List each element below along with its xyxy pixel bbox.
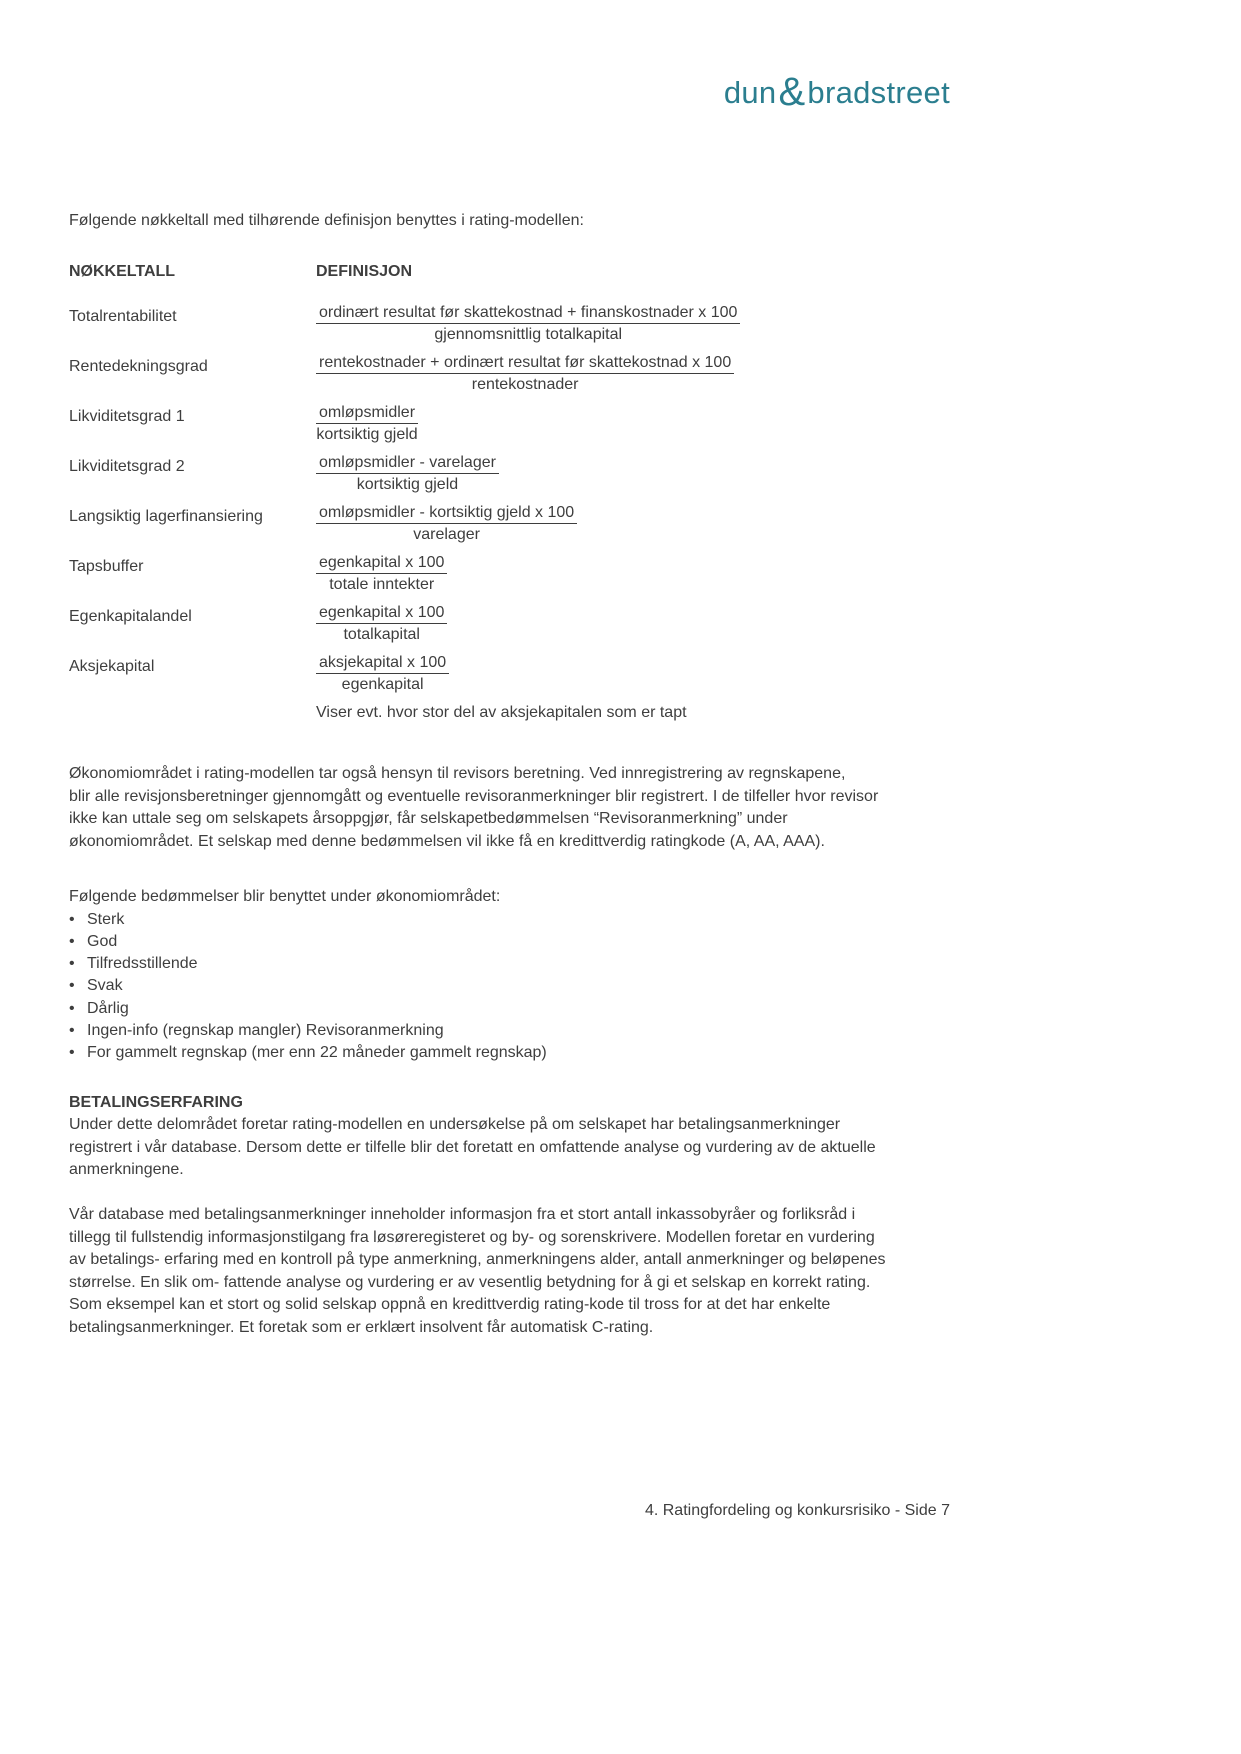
- definition-fraction: [316, 553, 447, 594]
- key-figure-label: Likviditetsgrad 1: [69, 408, 185, 425]
- definition-cell: [316, 303, 740, 344]
- paragraph-line: Som eksempel kan et stort og solid selskap oppnå en kredittverdig rating-kode til tross for at det har enkelte: [69, 1296, 831, 1314]
- paragraph-line: tillegg til fullstendig informasjonstilgang fra løsøreregisteret og by- og sorenskrivere. Modellen foretar en vurdering: [69, 1228, 875, 1246]
- key-figure-label: Totalrentabilitet: [69, 308, 177, 325]
- fraction-numerator: omløpsmidler: [316, 403, 418, 424]
- fraction-numerator: aksjekapital x 100: [316, 653, 449, 674]
- definition-fraction: [316, 353, 734, 394]
- fraction-denominator: kortsiktig gjeld: [316, 426, 418, 443]
- definition-fraction: [316, 503, 577, 544]
- fraction-numerator: egenkapital x 100: [316, 553, 447, 574]
- definition-fraction: [316, 603, 447, 644]
- definition-cell: [316, 453, 499, 494]
- logo-text-bradstreet: bradstreet: [807, 75, 950, 110]
- assessment-item: • Svak: [69, 975, 950, 997]
- paragraph-line: Økonomiområdet i rating-modellen tar også hensyn til revisors beretning. Ved innregistrering av regnskapene,: [69, 765, 846, 782]
- assessment-item: • Ingen-info (regnskap mangler) Revisoranmerkning: [69, 1020, 950, 1042]
- definition-cell: [316, 353, 734, 394]
- key-figure-label: Aksjekapital: [69, 658, 155, 675]
- key-figure-label: Rentedekningsgrad: [69, 358, 208, 375]
- definition-cell: [316, 653, 449, 694]
- paragraph-line: Vår database med betalingsanmerkninger inneholder informasjon fra et stort antall inkassobyråer og forliksråd i: [69, 1206, 856, 1224]
- paragraph-line: av betalings- erfaring med en kontroll på type anmerkning, anmerkningens alder, antall anmerkninger og beløpenes: [69, 1251, 886, 1269]
- key-figure-label: Tapsbuffer: [69, 558, 144, 575]
- paragraph-line: blir alle revisjonsberetninger gjennomgått og eventuelle revisoranmerkninger blir registrert. I de tilfeller hvor revisor: [69, 787, 879, 805]
- paragraph-payment-1: [69, 1114, 950, 1182]
- key-figure-label: Egenkapitalandel: [69, 608, 192, 625]
- table-row: [69, 653, 950, 694]
- paragraph-line: Under dette delområdet foretar rating-modellen en undersøkelse på om selskapet har betalingsanmerkninger: [69, 1116, 841, 1134]
- assessment-item: • God: [69, 931, 950, 953]
- paragraph-payment-2: [69, 1204, 950, 1339]
- paragraph-line: registrert i vår database. Dersom dette er tilfelle blir det foretatt en omfattende analyse og vurdering av de aktuelle: [69, 1138, 876, 1156]
- definition-cell: [316, 603, 447, 644]
- key-figures-table: [69, 263, 950, 722]
- key-figure-label: Langsiktig lagerfinansiering: [69, 508, 263, 525]
- table-note-row: [69, 703, 950, 722]
- fraction-denominator: varelager: [413, 526, 480, 543]
- table-row: [69, 503, 950, 544]
- definition-cell: [316, 503, 577, 544]
- assessments-intro: Følgende bedømmelser blir benyttet under økonomiområdet:: [69, 888, 501, 905]
- fraction-numerator: omløpsmidler - varelager: [316, 453, 499, 474]
- fraction-numerator: ordinært resultat før skattekostnad + finanskostnader x 100: [316, 303, 740, 324]
- definition-fraction: [316, 653, 449, 694]
- fraction-denominator: kortsiktig gjeld: [356, 476, 459, 493]
- definition-cell: [316, 553, 447, 594]
- definition-fraction: [316, 453, 499, 494]
- fraction-denominator: gjennomsnittlig totalkapital: [434, 326, 623, 343]
- fraction-denominator: rentekostnader: [471, 376, 579, 393]
- logo-ampersand-icon: &: [778, 70, 806, 114]
- fraction-denominator: totalkapital: [343, 626, 420, 643]
- fraction-numerator: egenkapital x 100: [316, 603, 447, 624]
- page-footer: 4. Ratingfordeling og konkursrisiko - Side 7: [644, 1502, 950, 1519]
- fraction-numerator: omløpsmidler - kortsiktig gjeld x 100: [316, 503, 577, 524]
- column-header-definisjon: DEFINISJON: [316, 263, 413, 280]
- paragraph-line: anmerkningene.: [69, 1161, 184, 1179]
- assessment-item: • Tilfredsstillende: [69, 953, 950, 975]
- fraction-denominator: totale inntekter: [329, 576, 435, 593]
- definition-cell: [316, 403, 418, 444]
- assessment-item: • Dårlig: [69, 998, 950, 1020]
- definition-fraction: [316, 303, 740, 344]
- paragraph-line: størrelse. En slik om- fattende analyse og vurdering er av vesentlig betydning for å gi et selskap en korrekt rating.: [69, 1273, 871, 1291]
- paragraph-line: økonomiområdet. Et selskap med denne bedømmelsen vil ikke få en kredittverdig ratingkode (A, AA, AAA).: [69, 832, 825, 850]
- table-row: [69, 453, 950, 494]
- dun-bradstreet-logo: [69, 70, 950, 113]
- fraction-denominator: egenkapital: [341, 676, 424, 693]
- table-row: [69, 353, 950, 394]
- assessments-list: [69, 909, 950, 1065]
- assessment-item: • Sterk: [69, 909, 950, 931]
- paragraph-line: ikke kan uttale seg om selskapets årsoppgjør, får selskapetbedømmelsen “Revisoranmerkning” under: [69, 810, 788, 827]
- paragraph-economy: [69, 763, 950, 853]
- table-note-spacer: [69, 703, 316, 722]
- column-header-nokkeltall: NØKKELTALL: [69, 263, 176, 280]
- table-row: [69, 403, 950, 444]
- table-rows: [69, 303, 950, 694]
- key-figure-label: Likviditetsgrad 2: [69, 458, 185, 475]
- assessment-item: • For gammelt regnskap (mer enn 22 måneder gammelt regnskap): [69, 1042, 950, 1064]
- intro-text: Følgende nøkkeltall med tilhørende definisjon benyttes i rating-modellen:: [69, 212, 584, 229]
- fraction-numerator: rentekostnader + ordinært resultat før skattekostnad x 100: [316, 353, 734, 374]
- logo-text-dun: dun: [723, 75, 777, 110]
- table-row: [69, 553, 950, 594]
- section-heading-betalingserfaring: BETALINGSERFARING: [69, 1093, 243, 1111]
- page-content: [69, 0, 950, 1339]
- definition-fraction: [316, 403, 418, 444]
- aksjekapital-note: Viser evt. hvor stor del av aksjekapitalen som er tapt: [316, 704, 687, 721]
- table-row: [69, 303, 950, 344]
- table-header-row: [69, 263, 950, 281]
- paragraph-line: betalingsanmerkninger. Et foretak som er erklært insolvent får automatisk C-rating.: [69, 1318, 654, 1336]
- table-row: [69, 603, 950, 644]
